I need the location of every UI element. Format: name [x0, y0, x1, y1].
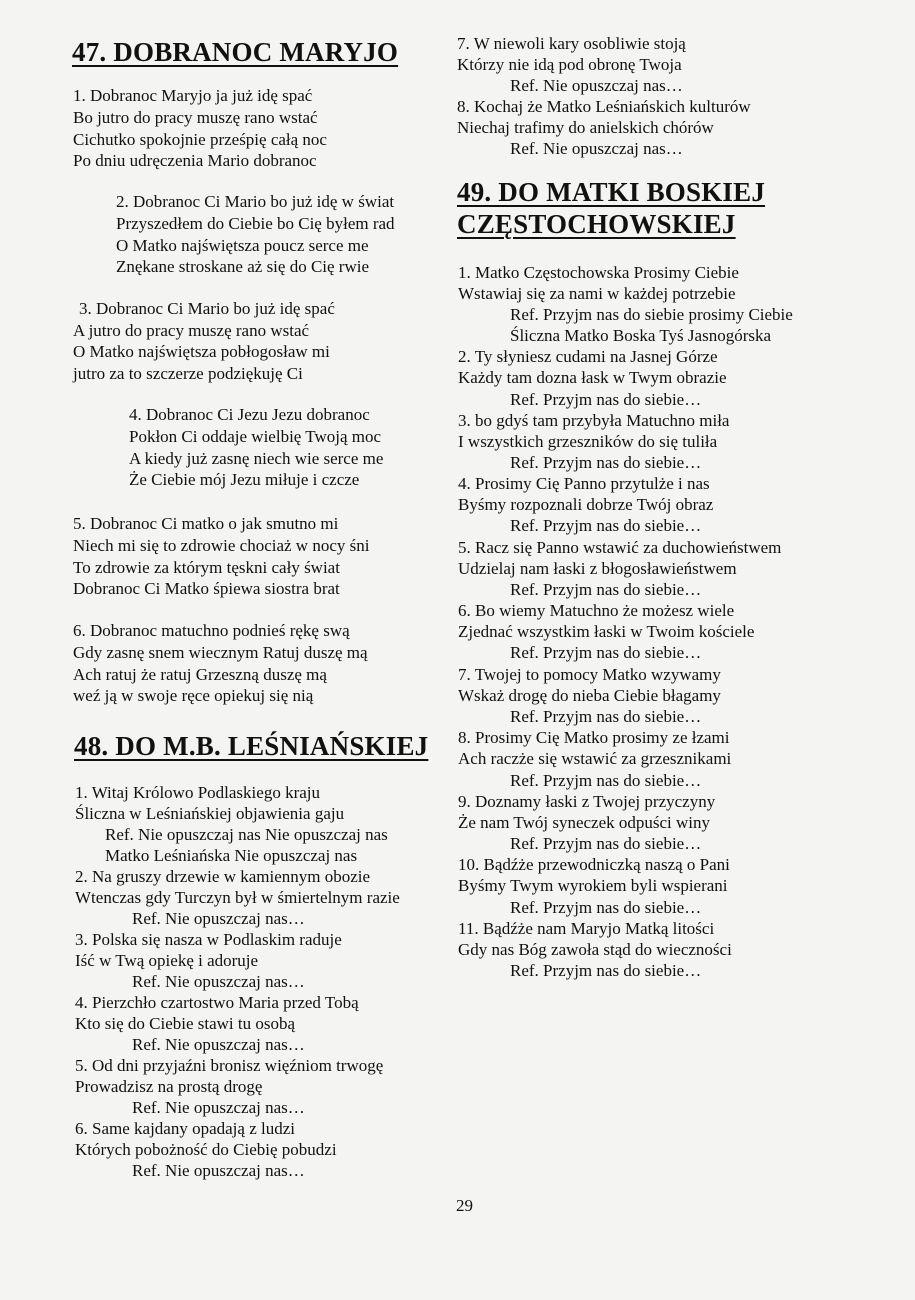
song-47-line: O Matko najświętsza pobłogosław mi [73, 342, 330, 361]
song-49-line: Że nam Twój syneczek odpuści winy [458, 813, 711, 832]
song-49-refrain: Ref. Przyjm nas do siebie… [510, 516, 702, 535]
song-47-line: Przyszedłem do Ciebie bo Cię byłem rad [116, 214, 395, 233]
song-49-refrain: Śliczna Matko Boska Tyś Jasnogórska [510, 326, 772, 345]
song-49-line: Gdy nas Bóg zawoła stąd do wieczności [458, 940, 732, 959]
song-49-line: Byśmy Twym wyrokiem byli wspierani [458, 876, 728, 895]
song-48-refrain: Ref. Nie opuszczaj nas… [132, 909, 305, 928]
song-48-line: Niechaj trafimy do anielskich chórów [457, 118, 714, 137]
song-48-line: Kto się do Ciebie stawi tu osobą [75, 1014, 296, 1033]
song-48-line: 7. W niewoli kary osobliwie stoją [457, 34, 686, 53]
song-49-refrain: Ref. Przyjm nas do siebie… [510, 707, 702, 726]
song-47-line: To zdrowie za którym tęskni cały świat [73, 558, 340, 577]
song-48-refrain: Ref. Nie opuszczaj nas… [132, 1035, 305, 1054]
song-49-line: 10. Bądźże przewodniczką naszą o Pani [458, 855, 730, 874]
song-49-line: 1. Matko Częstochowska Prosimy Ciebie [458, 263, 739, 282]
song-49-title-cont: CZĘSTOCHOWSKIEJ [457, 209, 736, 239]
song-47-line: Pokłon Ci oddaje wielbię Twoją moc [129, 427, 382, 446]
song-49-line: 9. Doznamy łaski z Twojej przyczyny [458, 792, 716, 811]
song-48-line: 2. Na gruszy drzewie w kamiennym obozie [75, 867, 371, 886]
song-47-line: 4. Dobranoc Ci Jezu Jezu dobranoc [129, 405, 370, 424]
song-49-line: 2. Ty słyniesz cudami na Jasnej Górze [458, 347, 718, 366]
song-48-line: Śliczna w Leśniańskiej objawienia gaju [75, 804, 345, 823]
song-49-line: 3. bo gdyś tam przybyła Matuchno miła [458, 411, 730, 430]
song-48-refrain: Ref. Nie opuszczaj nas… [132, 1161, 305, 1180]
song-47-line: Ach ratuj że ratuj Grzeszną duszę mą [73, 665, 327, 684]
song-49-refrain: Ref. Przyjm nas do siebie… [510, 771, 702, 790]
song-49-line: Byśmy rozpoznali dobrze Twój obraz [458, 495, 714, 514]
song-47-line: Dobranoc Ci Matko śpiewa siostra brat [73, 579, 340, 598]
song-47-line: weź ją w swoje ręce opiekuj się nią [73, 686, 314, 705]
song-47-line: 6. Dobranoc matuchno podnieś rękę swą [73, 621, 350, 640]
song-47-line: 2. Dobranoc Ci Mario bo już idę w świat [116, 192, 395, 211]
song-47-line: A kiedy już zasnę niech wie serce me [129, 449, 384, 468]
song-49-line: 8. Prosimy Cię Matko prosimy ze łzami [458, 728, 730, 747]
song-49-refrain: Ref. Przyjm nas do siebie… [510, 643, 702, 662]
song-49-line: 7. Twojej to pomocy Matko wzywamy [458, 665, 721, 684]
song-48-line: 3. Polska się nasza w Podlaskim raduje [75, 930, 342, 949]
song-47-line: 1. Dobranoc Maryjo ja już idę spać [73, 86, 313, 105]
song-49-line: 6. Bo wiemy Matuchno że możesz wiele [458, 601, 735, 620]
song-49-refrain: Ref. Przyjm nas do siebie… [510, 580, 702, 599]
song-47-line: A jutro do pracy muszę rano wstać [73, 321, 310, 340]
song-48-line: Których pobożność do Ciebię pobudzi [75, 1140, 337, 1159]
song-48-refrain: Ref. Nie opuszczaj nas Nie opuszczaj nas [105, 825, 388, 844]
song-48-line: 6. Same kajdany opadają z ludzi [75, 1119, 295, 1138]
song-47-line: jutro za to szczerze podziękuję Ci [73, 364, 303, 383]
song-49-line: Wstawiaj się za nami w każdej potrzebie [458, 284, 736, 303]
song-48-refrain: Ref. Nie opuszczaj nas… [132, 1098, 305, 1117]
song-48-line: Prowadzisz na prostą drogę [75, 1077, 263, 1096]
song-49-refrain: Ref. Przyjm nas do siebie… [510, 390, 702, 409]
song-49-refrain: Ref. Przyjm nas do siebie… [510, 453, 702, 472]
song-47-line: Bo jutro do pracy muszę rano wstać [73, 108, 318, 127]
song-48-line: Wtenczas gdy Turczyn był w śmiertelnym razie [75, 888, 400, 907]
song-49-line: Ach raczże się wstawić za grzesznikami [458, 749, 732, 768]
song-49-refrain: Ref. Przyjm nas do siebie… [510, 898, 702, 917]
song-48-line: 1. Witaj Królowo Podlaskiego kraju [75, 783, 320, 802]
song-47-title: 47. DOBRANOC MARYJO [72, 37, 399, 67]
song-48-refrain: Matko Leśniańska Nie opuszczaj nas [105, 846, 358, 865]
song-47-line: Po dniu udręczenia Mario dobranoc [73, 151, 317, 170]
song-49-refrain: Ref. Przyjm nas do siebie prosimy Ciebie [510, 305, 793, 324]
song-48-line: Iść w Twą opiekę i adoruje [75, 951, 259, 970]
song-49-line: Zjednać wszystkim łaski w Twoim kościele [458, 622, 755, 641]
song-49-line: Wskaż drogę do nieba Ciebie błagamy [458, 686, 721, 705]
song-47-line: Znękane stroskane aż się do Cię rwie [116, 257, 370, 276]
song-49-line: I wszystkich grzeszników do się tuliła [458, 432, 718, 451]
song-49-line: 11. Bądźże nam Maryjo Matką litości [458, 919, 715, 938]
song-49-line: 5. Racz się Panno wstawić za duchowieństwem [458, 538, 782, 557]
song-49-line: Udzielaj nam łaski z błogosławieństwem [458, 559, 737, 578]
song-48-line: 5. Od dni przyjaźni bronisz więźniom trwogę [75, 1056, 384, 1075]
song-47-line: Niech mi się to zdrowie chociaż w nocy śni [73, 536, 370, 555]
song-48-line: Którzy nie idą pod obronę Twoja [457, 55, 682, 74]
song-48-refrain: Ref. Nie opuszczaj nas… [510, 139, 683, 158]
song-47-line: 5. Dobranoc Ci matko o jak smutno mi [73, 514, 339, 533]
song-47-line: Że Ciebie mój Jezu miłuje i czcze [129, 470, 360, 489]
song-49-line: Każdy tam dozna łask w Twym obrazie [458, 368, 727, 387]
song-47-line: Gdy zasnę snem wiecznym Ratuj duszę mą [73, 643, 368, 662]
song-49-refrain: Ref. Przyjm nas do siebie… [510, 834, 702, 853]
song-48-line: 4. Pierzchło czartostwo Maria przed Tobą [75, 993, 359, 1012]
page-number: 29 [456, 1196, 473, 1215]
song-47-line: Cichutko spokojnie prześpię całą noc [73, 130, 327, 149]
song-49-title: 49. DO MATKI BOSKIEJ [457, 177, 766, 207]
song-48-refrain: Ref. Nie opuszczaj nas… [132, 972, 305, 991]
song-48-line: 8. Kochaj że Matko Leśniańskich kulturów [457, 97, 751, 116]
song-47-line: 3. Dobranoc Ci Mario bo już idę spać [79, 299, 335, 318]
song-48-title: 48. DO M.B. LEŚNIAŃSKIEJ [74, 731, 429, 761]
song-48-refrain: Ref. Nie opuszczaj nas… [510, 76, 683, 95]
song-47-line: O Matko najświętsza poucz serce me [116, 236, 369, 255]
song-49-line: 4. Prosimy Cię Panno przytulże i nas [458, 474, 710, 493]
song-49-refrain: Ref. Przyjm nas do siebie… [510, 961, 702, 980]
